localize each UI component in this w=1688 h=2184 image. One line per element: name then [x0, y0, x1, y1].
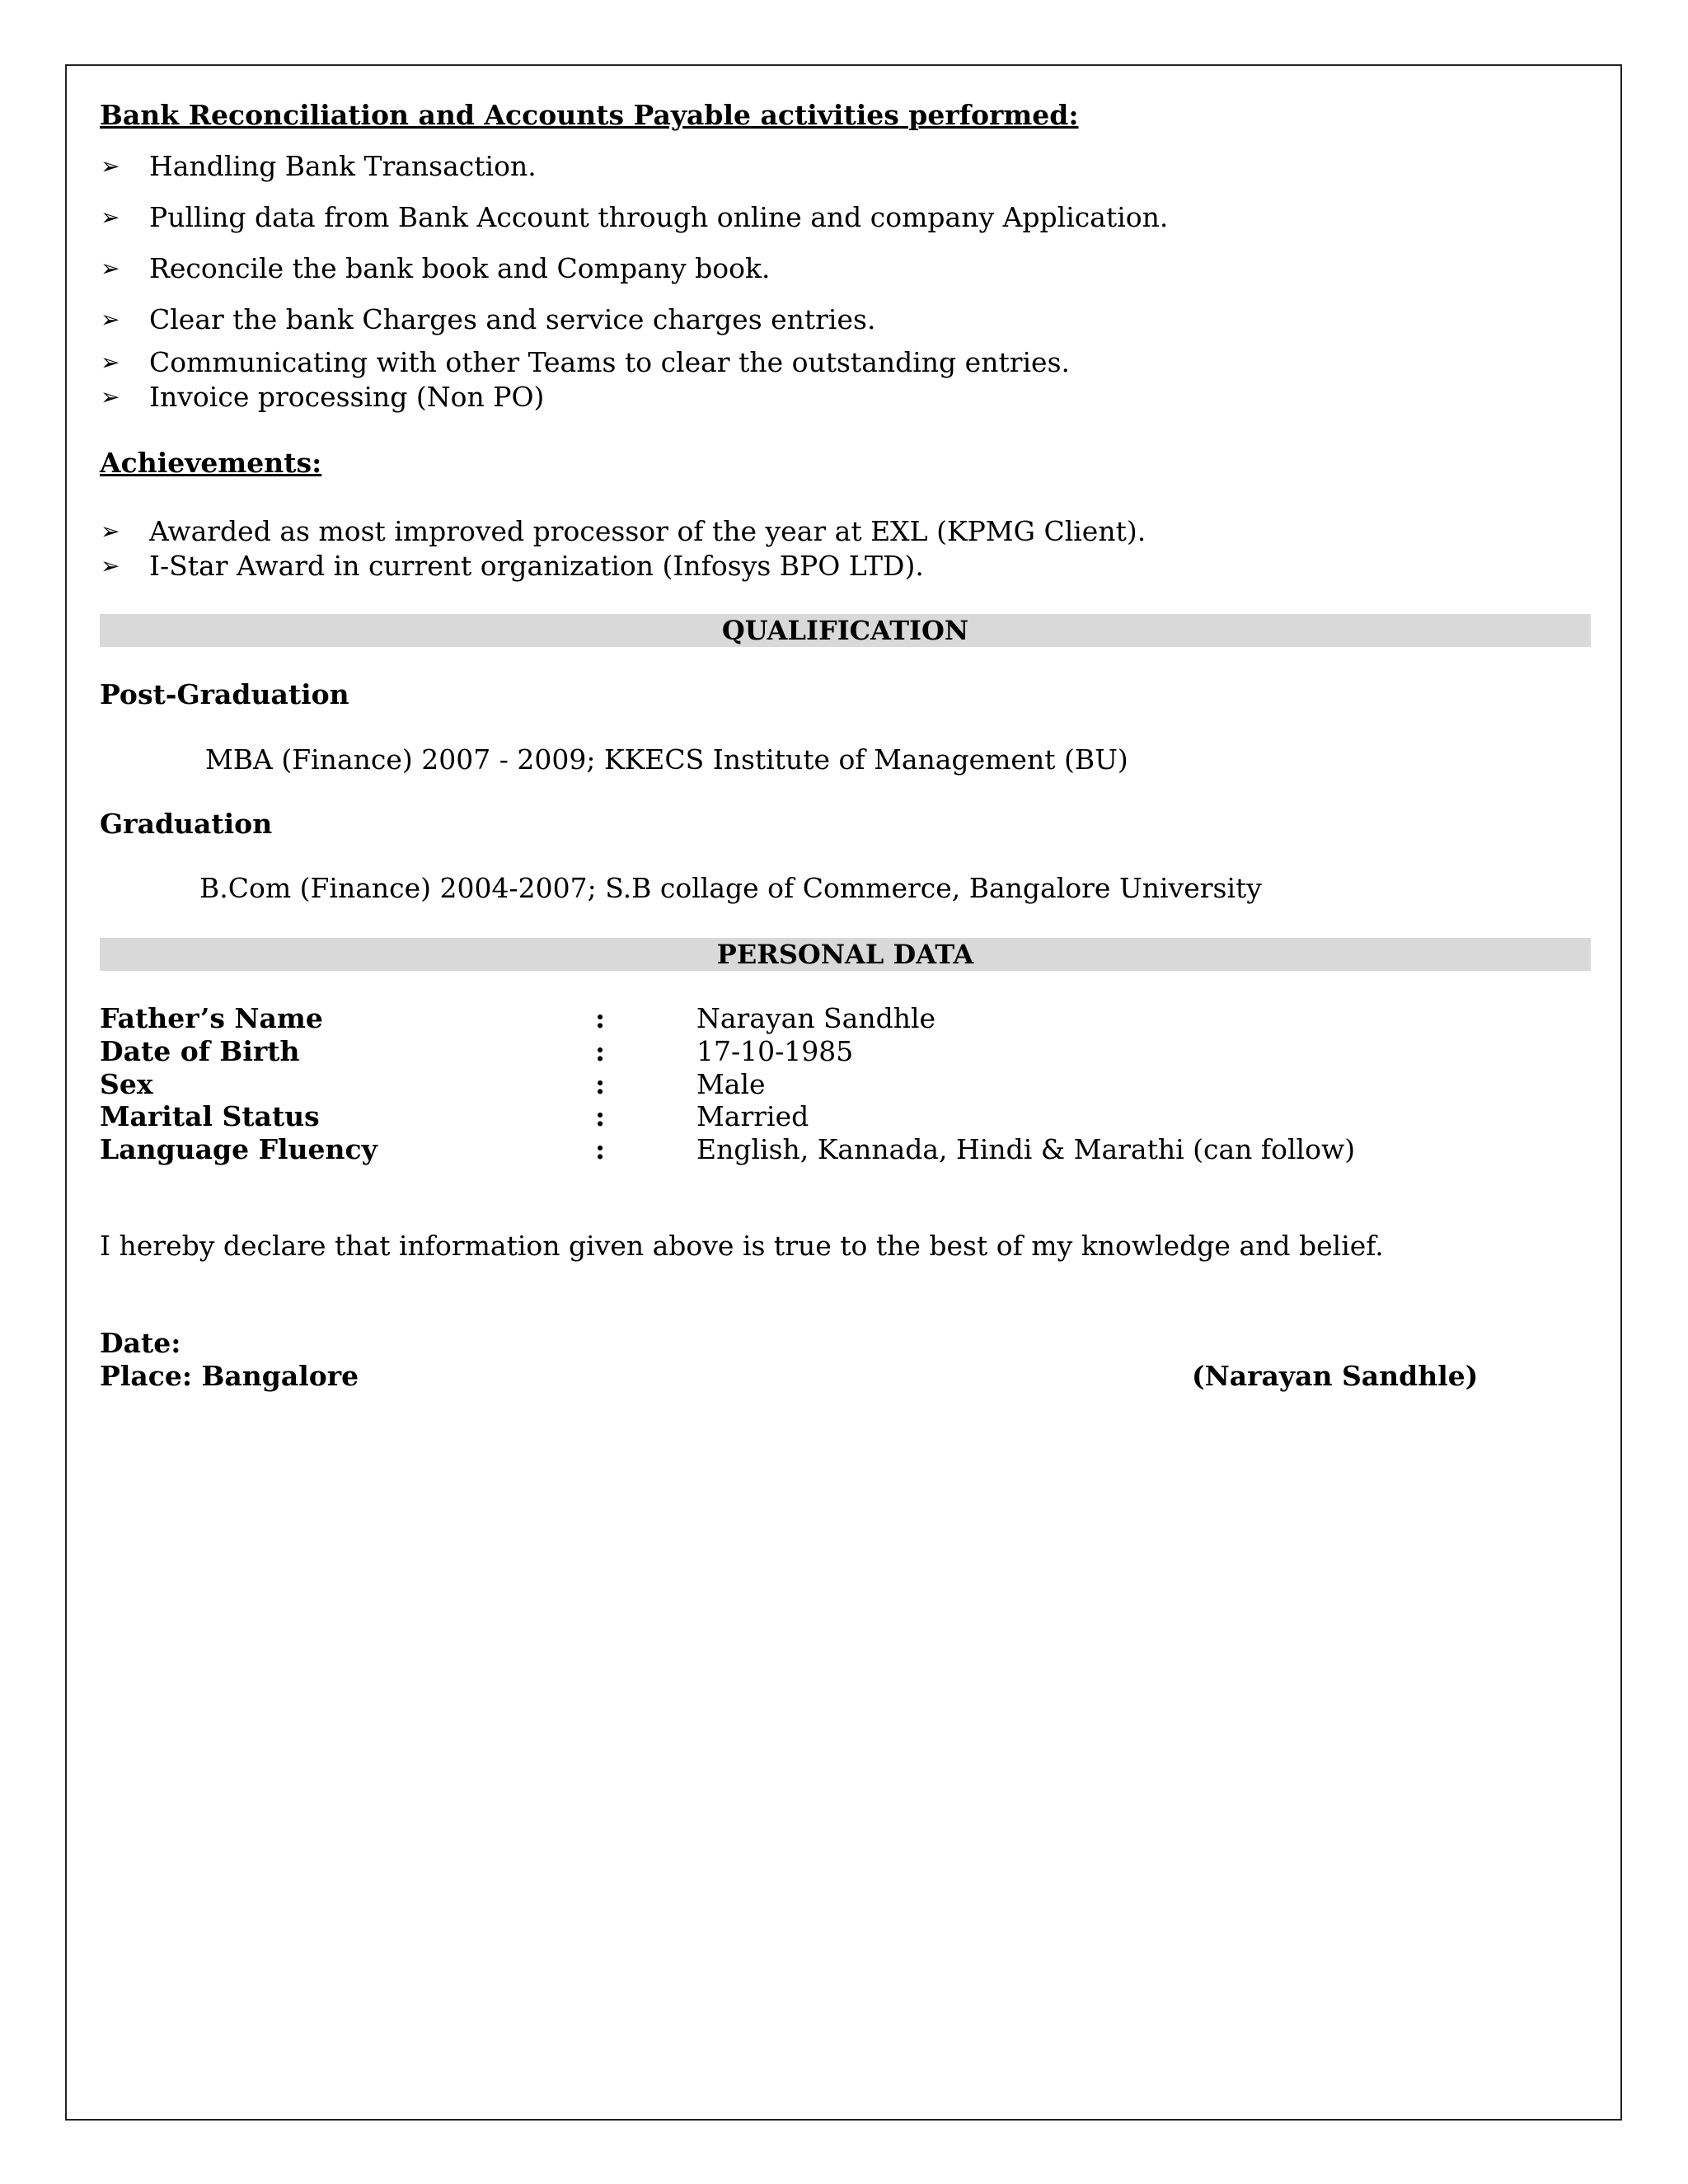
signature-name: (Narayan Sandhle): [1192, 1360, 1479, 1392]
bank-item-3: Reconcile the bank book and Company book.: [149, 252, 771, 284]
declaration-text: I hereby declare that information given above is true to the best of my knowledge and belief.: [100, 1230, 1384, 1262]
bank-item-5: Communicating with other Teams to clear the outstanding entries.: [149, 346, 1070, 378]
bullet-icon: ➢: [101, 552, 120, 579]
bullet-icon: ➢: [101, 204, 120, 231]
sex-value: Male: [696, 1068, 766, 1100]
language-fluency-label: Language Fluency: [100, 1133, 377, 1165]
bullet-icon: ➢: [101, 255, 120, 282]
graduation-detail: B.Com (Finance) 2004-2007; S.B collage of Commerce, Bangalore University: [199, 872, 1262, 904]
qualification-banner: QUALIFICATION: [100, 614, 1591, 647]
bank-section-heading: Bank Reconciliation and Accounts Payable activities performed:: [100, 99, 1079, 131]
bullet-icon: ➢: [101, 306, 120, 333]
marital-status-label: Marital Status: [100, 1100, 320, 1132]
fathers-name-value: Narayan Sandhle: [696, 1002, 936, 1034]
language-fluency-value: English, Kannada, Hindi & Marathi (can follow): [696, 1133, 1356, 1165]
bullet-icon: ➢: [101, 349, 120, 376]
bullet-icon: ➢: [101, 518, 120, 545]
bank-item-2: Pulling data from Bank Account through online and company Application.: [149, 201, 1169, 233]
achievements-heading: Achievements:: [100, 447, 322, 479]
bank-item-6: Invoice processing (Non PO): [149, 381, 545, 413]
marital-status-value: Married: [696, 1100, 809, 1132]
place-label: Place: Bangalore: [100, 1360, 359, 1392]
post-graduation-detail: MBA (Finance) 2007 - 2009; KKECS Institute of Management (BU): [205, 743, 1128, 776]
achievement-item-2: I-Star Award in current organization (Infosys BPO LTD).: [149, 550, 924, 582]
date-of-birth-label: Date of Birth: [100, 1035, 300, 1067]
bank-item-4: Clear the bank Charges and service charges entries.: [149, 303, 876, 335]
personal-data-banner: PERSONAL DATA: [100, 938, 1591, 971]
graduation-heading: Graduation: [100, 808, 273, 840]
post-graduation-heading: Post-Graduation: [100, 678, 349, 710]
separator-colon: :: [595, 1100, 606, 1132]
separator-colon: :: [595, 1002, 606, 1034]
achievement-item-1: Awarded as most improved processor of the year at EXL (KPMG Client).: [149, 515, 1146, 547]
bullet-icon: ➢: [101, 152, 120, 180]
date-label: Date:: [100, 1327, 181, 1359]
separator-colon: :: [595, 1133, 606, 1165]
separator-colon: :: [595, 1068, 606, 1100]
separator-colon: :: [595, 1035, 606, 1067]
bank-item-1: Handling Bank Transaction.: [149, 150, 537, 182]
bullet-icon: ➢: [101, 383, 120, 410]
sex-label: Sex: [100, 1068, 153, 1100]
date-of-birth-value: 17-10-1985: [696, 1035, 854, 1067]
fathers-name-label: Father’s Name: [100, 1002, 323, 1034]
